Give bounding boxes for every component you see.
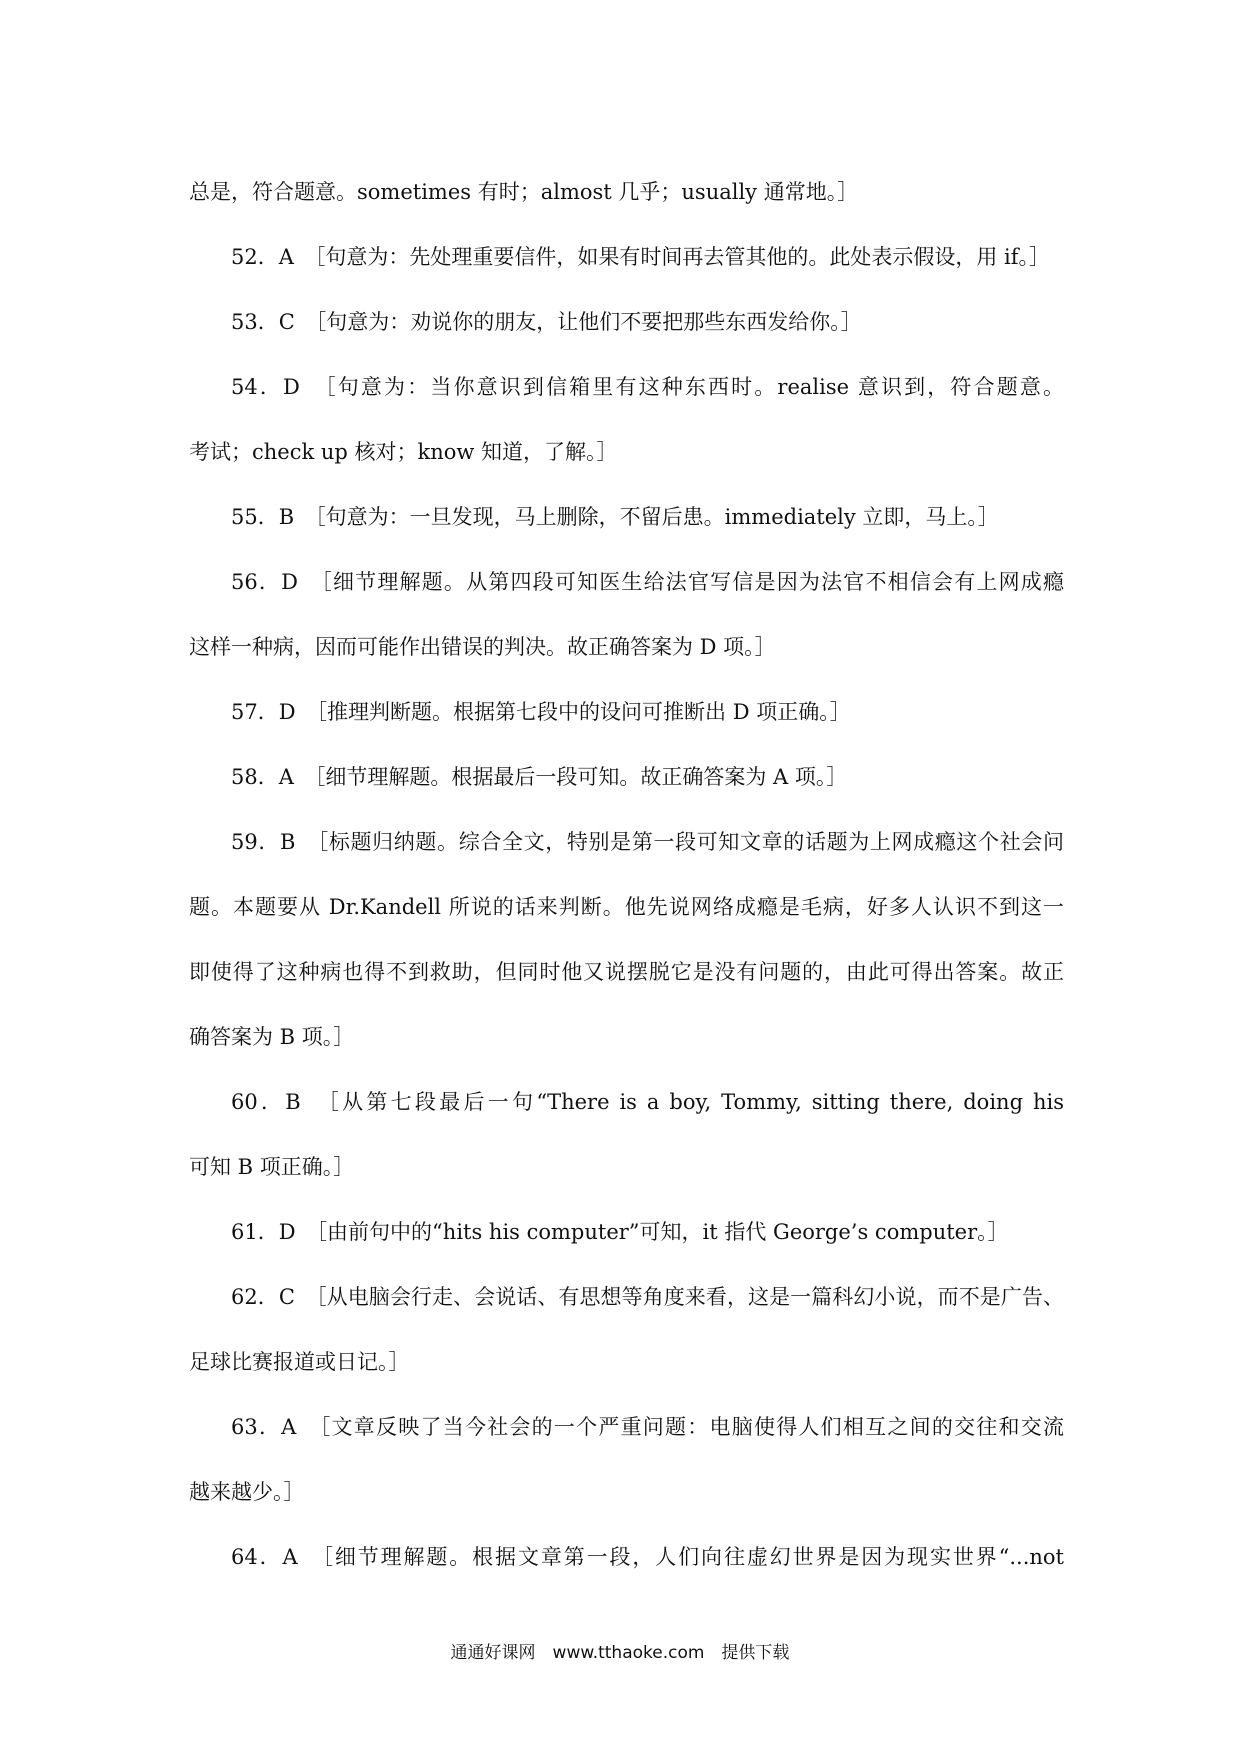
answer-54: 54．D ［句意为：当你意识到信箱里有这种东西时。realise 意识到，符合题意。 xyxy=(231,375,1064,399)
answer-63-continuation: 越来越少。］ xyxy=(189,1480,305,1504)
answer-59-continuation-3: 确答案为 B 项。］ xyxy=(189,1025,355,1049)
answer-57: 57．D ［推理判断题。根据第七段中的设问可推断出 D 项正确。］ xyxy=(231,700,851,724)
answer-58: 58．A ［细节理解题。根据最后一段可知。故正确答案为 A 项。］ xyxy=(231,765,848,789)
answer-63: 63．A ［文章反映了当今社会的一个严重问题：电脑使得人们相互之间的交往和交流 xyxy=(231,1415,1064,1439)
answer-54-continuation: 考试；check up 核对；know 知道，了解。］ xyxy=(189,440,618,464)
answer-61: 61．D ［由前句中的“hits his computer”可知，it 指代 George’s computer。］ xyxy=(231,1220,1009,1244)
answer-52: 52．A ［句意为：先处理重要信件，如果有时间再去管其他的。此处表示假设，用 if。］ xyxy=(231,245,1051,269)
answer-59-continuation-2: 即使得了这种病也得不到救助，但同时他又说摆脱它是没有问题的，由此可得出答案。故正 xyxy=(189,960,1064,984)
answer-62: 62．C ［从电脑会行走、会说话、有思想等角度来看，这是一篇科幻小说，而不是广告、 xyxy=(231,1285,1064,1309)
answer-56-continuation: 这样一种病，因而可能作出错误的判决。故正确答案为 D 项。］ xyxy=(189,635,776,659)
page-footer: 通通好课网 www.tthaoke.com 提供下载 xyxy=(450,1643,790,1663)
answer-59: 59．B ［标题归纳题。综合全文，特别是第一段可知文章的话题为上网成瘾这个社会问 xyxy=(231,830,1064,854)
answer-60-continuation: 可知 B 项正确。］ xyxy=(189,1155,355,1179)
answer-56: 56．D ［细节理解题。从第四段可知医生给法官写信是因为法官不相信会有上网成瘾 xyxy=(231,570,1064,594)
answer-explanations xyxy=(189,160,1064,1590)
answer-64: 64．A ［细节理解题。根据文章第一段，人们向往虚幻世界是因为现实世界“...not xyxy=(231,1545,1064,1569)
answer-60: 60．B ［从第七段最后一句“There is a boy, Tommy, sitting there, doing his xyxy=(231,1090,1064,1114)
answer-55: 55．B ［句意为：一旦发现，马上删除，不留后患。immediately 立即，马上。］ xyxy=(231,505,999,529)
answer-59-continuation-1: 题。本题要从 Dr.Kandell 所说的话来判断。他先说网络成瘾是毛病，好多人认识不到这一 xyxy=(189,895,1064,919)
text-line-continuation: 总是，符合题意。sometimes 有时；almost 几乎；usually 通常地。］ xyxy=(189,180,859,204)
answer-53: 53．C ［句意为：劝说你的朋友，让他们不要把那些东西发给你。］ xyxy=(231,310,862,334)
answer-62-continuation: 足球比赛报道或日记。］ xyxy=(189,1350,410,1374)
